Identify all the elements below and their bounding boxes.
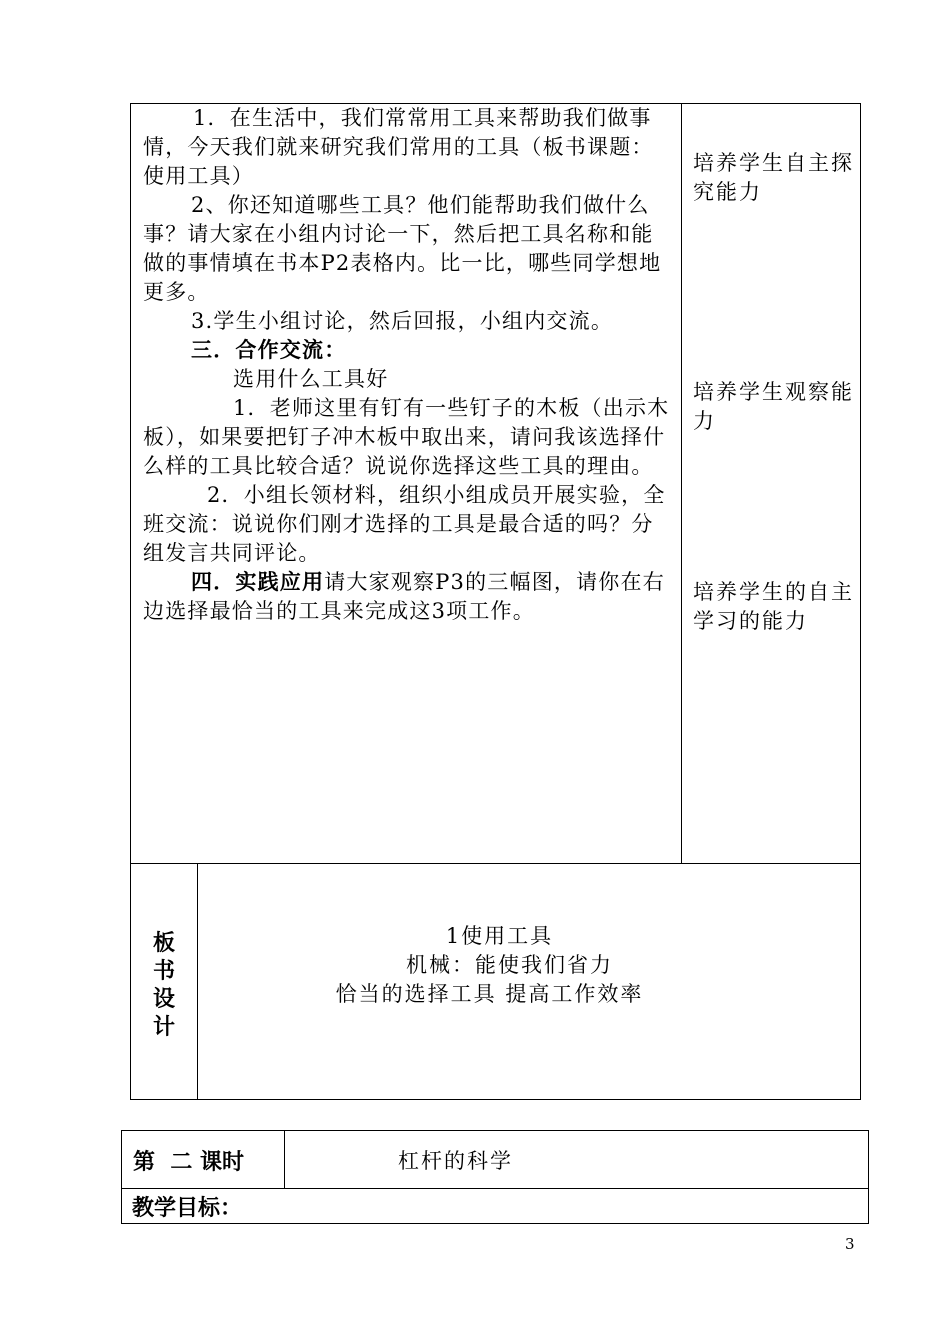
subtopic-text: 选用什么工具好 (233, 367, 389, 391)
board-line-2: 机械：能使我们省力 (406, 953, 613, 977)
lesson-process-table (130, 103, 861, 1100)
design-note-1: 培养学生自主探究能力 (693, 151, 854, 204)
step-2-text: 2、你还知道哪些工具？他们能帮助我们做什么事？请大家在小组内讨论一下，然后把工具名称和能做的事情填在书本P2表格内。比一比，哪些同学想地更多。 (143, 193, 662, 304)
activity-1-text: 1．老师这里有钉有一些钉子的木板（出示木板），如果要把钉子冲木板中取出来，请问我该选择什么样的工具比较合适？说说你选择这些工具的理由。 (143, 396, 670, 478)
board-line-1: 1使用工具 (445, 924, 554, 948)
teaching-process-text (143, 104, 673, 626)
step-1-text: 1．在生活中，我们常常用工具来帮助我们做事情，今天我们就来研究我们常用的工具（板书课题：使用工具） (143, 106, 654, 188)
activity-2-text: 2．小组长领材料，组织小组成员开展实验，全班交流：说说你们刚才选择的工具是最合适的吗？分组发言共同评论。 (143, 483, 666, 565)
lesson-2-divider (284, 1131, 285, 1188)
lesson-2-table (121, 1130, 869, 1224)
row-divider (131, 863, 860, 864)
practice-paragraph (143, 568, 673, 626)
practice-text: 请大家观察P3的三幅图，请你在右边选择最恰当的工具来完成这3项工作。 (143, 570, 665, 623)
board-line-3: 恰当的选择工具 提高工作效率 (335, 982, 644, 1006)
board-design-label: 板 书 设 计 (152, 931, 175, 1040)
design-note-3: 培养学生的自主学习的能力 (693, 580, 854, 633)
section-3-heading: 三．合作交流： (191, 338, 347, 362)
step-3-text: 3.学生小组讨论，然后回报，小组内交流。 (191, 309, 614, 333)
page-number: 3 (845, 1235, 855, 1253)
lesson-topic: 杠杆的科学 (398, 1149, 513, 1173)
column-divider (681, 104, 682, 863)
teaching-goal-label: 教学目标： (132, 1196, 243, 1221)
design-note-2: 培养学生观察能力 (693, 380, 854, 433)
board-design-content (197, 922, 862, 1009)
section-4-heading: 四．实践应用 (191, 570, 325, 594)
lesson-period-label: 第 二 课时 (133, 1150, 244, 1175)
